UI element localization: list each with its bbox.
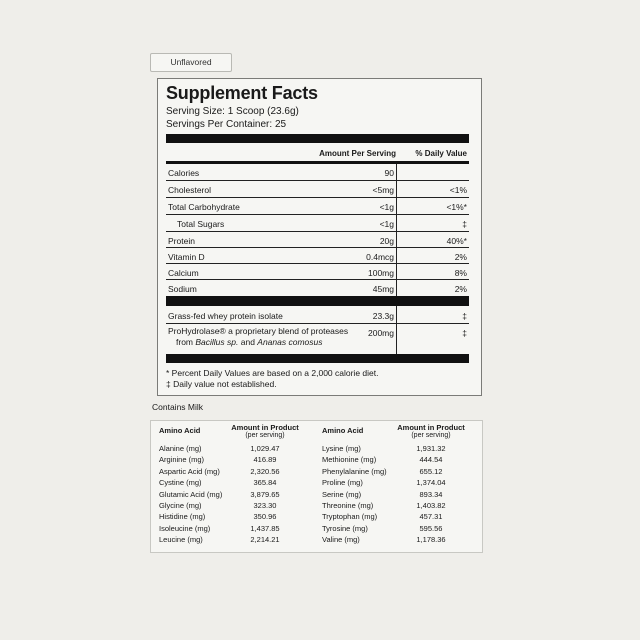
ingredient-amount: 200mg [368,328,394,338]
flavor-unflavored-button[interactable]: Unflavored [150,53,232,72]
amino-acid-row [159,467,309,478]
serving-size: Serving Size: 1 Scoop (23.6g) [166,106,299,117]
amino-acid-row [159,501,309,512]
nutrient-amount: <1g [379,219,394,229]
column-header [166,145,469,161]
amino-acid-name: Leucine (mg) [159,535,203,545]
amino-acid-row [322,455,472,466]
nutrient-amount: 20g [379,236,394,246]
daily-value-header: % Daily Value [415,149,467,158]
amino-acid-amount: 655.12 [419,466,443,476]
thick-divider [166,296,469,306]
ingredient-row [166,307,469,324]
nutrient-dv: 2% [454,284,467,294]
amount-per-serving-header: Amount Per Serving [319,149,396,158]
servings-per-container: Servings Per Container: 25 [166,119,287,130]
ingredient-row [166,324,469,354]
amino-acid-name: Cystine (mg) [159,478,202,488]
nutrient-amount: 90 [384,168,394,178]
supplement-facts-panel [157,78,482,396]
amino-acid-header-right: Amino Acid [322,426,364,435]
amino-acid-row [322,467,472,478]
amino-acid-row [159,535,309,546]
ingredient-amount: 23.3g [372,311,394,321]
amino-acid-row [322,478,472,489]
nutrient-row [166,164,469,181]
amino-acid-amount: 1,374.04 [416,478,446,488]
amino-acid-name: Methionine (mg) [322,455,377,465]
panel-title: Supplement Facts [166,83,318,103]
nutrient-row [166,264,469,280]
amino-acid-name: Arginine (mg) [159,455,205,465]
nutrient-dv: <1%* [446,202,467,212]
amino-acid-amount: 2,320.56 [250,466,280,476]
thick-divider [166,134,469,143]
amino-acid-amount: 444.54 [419,455,443,465]
amino-acid-name: Threonine (mg) [322,501,374,510]
amino-acid-name: Proline (mg) [322,478,363,488]
nutrient-row [166,215,469,232]
amino-acid-name: Histidine (mg) [159,512,206,522]
amount-header-left: Amount in Product (per serving) [231,423,299,439]
nutrient-name: Cholesterol [168,185,211,195]
amino-acid-row [159,478,309,489]
nutrient-row [166,280,469,296]
amino-acid-name: Aspartic Acid (mg) [159,466,220,476]
amino-acid-row [322,512,472,523]
nutrient-amount: 45mg [372,284,394,294]
nutrient-row [166,198,469,215]
nutrient-dv: 2% [454,252,467,262]
nutrient-amount: 100mg [368,268,394,278]
amino-acid-name: Valine (mg) [322,535,360,545]
nutrient-name: Total Sugars [177,219,225,229]
amino-acid-row [322,444,472,455]
blend-line-1: ProHydrolase® a proprietary blend of proteases [168,326,349,336]
amino-acid-amount: 3,879.65 [250,489,280,499]
ingredient-name [168,326,348,348]
nutrient-name: Total Carbohydrate [168,202,240,212]
amino-acid-row [159,490,309,501]
thick-divider [166,354,469,363]
footnote-daily-values: * Percent Daily Values are based on a 2,000 calorie diet. [166,368,379,378]
amino-acid-header-left: Amino Acid [159,426,201,435]
amino-acid-row [159,455,309,466]
amino-acid-amount: 1,029.47 [250,444,280,453]
ingredient-name: Grass-fed whey protein isolate [168,311,283,321]
nutrient-name: Sodium [168,284,197,294]
amino-acid-table [150,420,483,553]
amino-acid-amount: 2,214.21 [250,535,280,545]
nutrient-name: Vitamin D [168,252,205,262]
amino-acid-amount: 350.96 [253,512,277,522]
amino-acid-name: Tyrosine (mg) [322,523,368,533]
nutrient-dv: 40%* [446,236,467,246]
amino-acid-name: Glutamic Acid (mg) [159,489,223,499]
amino-acid-amount: 1,931.32 [416,444,446,453]
amino-acid-row [322,535,472,546]
amino-acid-row [322,524,472,535]
nutrient-dv: 8% [454,268,467,278]
nutrient-dv: <1% [449,185,467,195]
amino-acid-amount: 595.56 [419,523,443,533]
nutrient-name: Protein [168,236,195,246]
amino-acid-amount: 365.84 [253,478,277,488]
amino-acid-name: Isoleucine (mg) [159,523,211,533]
amino-acid-name: Serine (mg) [322,489,362,499]
amount-header-right: Amount in Product (per serving) [397,423,465,439]
amino-acid-amount: 893.34 [419,489,443,499]
amino-acid-amount: 1,403.82 [416,501,446,510]
nutrient-amount: <5mg [372,185,394,195]
amino-acid-amount: 323.30 [253,501,277,510]
amino-acid-name: Phenylalanine (mg) [322,466,387,476]
nutrient-name: Calories [168,168,200,178]
nutrient-dv: ‡ [462,219,467,229]
amino-acid-amount: 416.89 [253,455,277,465]
nutrient-row [166,181,469,198]
amino-acid-amount: 1,437.85 [250,523,280,533]
ingredient-dv: ‡ [462,311,467,321]
amino-acid-name: Glycine (mg) [159,501,202,510]
nutrient-row [166,248,469,264]
nutrient-row [166,232,469,248]
amino-acid-amount: 1,178.36 [416,535,446,545]
amino-acid-name: Alanine (mg) [159,444,202,453]
amino-acid-row [322,501,472,512]
nutrient-amount: <1g [379,202,394,212]
amino-acid-amount: 457.31 [419,512,443,522]
amino-acid-name: Tryptophan (mg) [322,512,378,522]
nutrient-amount: 0.4mcg [366,252,394,262]
ingredient-dv: ‡ [462,328,467,338]
amino-acid-row [159,444,309,455]
allergen-statement: Contains Milk [152,402,204,412]
nutrient-name: Calcium [168,268,199,278]
amino-acid-row [322,490,472,501]
blend-line-2: from Bacillus sp. and Ananas comosus [176,337,323,347]
amino-acid-row [159,524,309,535]
footnote-not-established: ‡ Daily value not established. [166,379,277,389]
amino-acid-row [159,512,309,523]
amino-acid-name: Lysine (mg) [322,444,361,453]
